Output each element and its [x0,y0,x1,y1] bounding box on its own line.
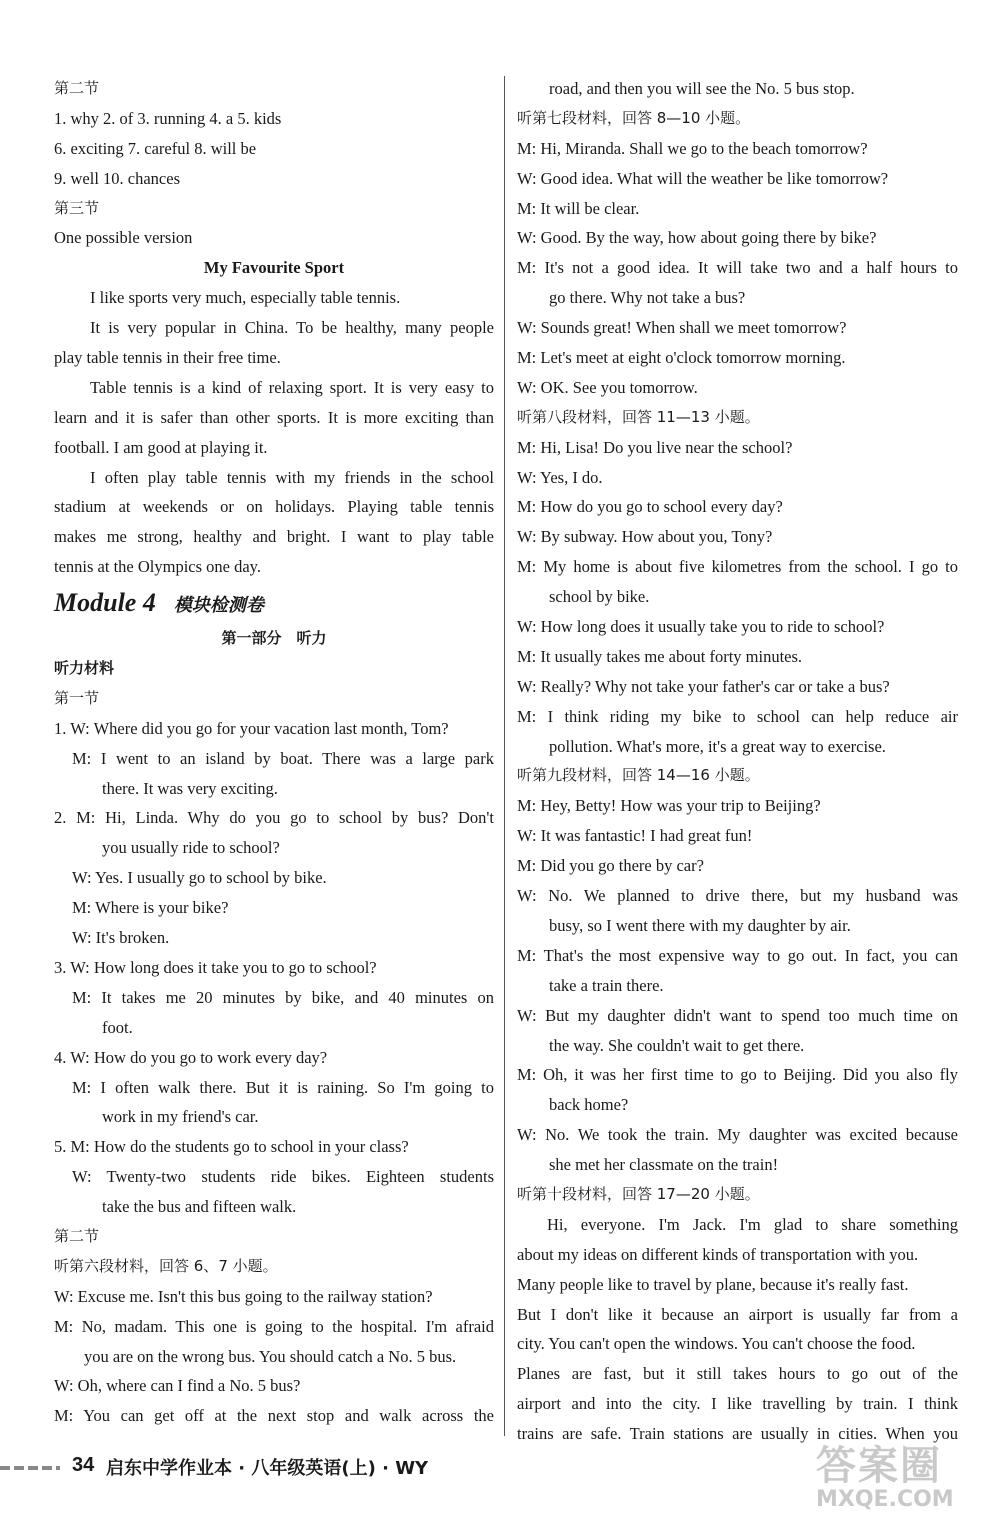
passage-line: Hi, everyone. I'm Jack. I'm glad to share something [547,1214,958,1234]
dialogue-line: school by bike. [549,587,650,607]
footer-decoration [0,1466,60,1470]
section-header: 第二节 [54,1226,100,1245]
column-divider [504,76,505,1436]
dialogue-line: W: It was fantastic! I had great fun! [517,826,753,846]
essay-line: stadium at weekends or on holidays. Playing table tennis [54,497,494,517]
passage-line: Many people like to travel by plane, because it's really fast. [517,1274,909,1294]
dialogue-line: W: No. We planned to drive there, but my husband was [517,886,958,906]
dialogue-line: M: I went to an island by boat. There was a large park [72,748,494,768]
dialogue-line: pollution. What's more, it's a great way to exercise. [549,736,886,756]
answer-line: 6. exciting 7. careful 8. will be [54,138,257,158]
passage-line: city. You can't open the windows. You can't choose the food. [517,1334,916,1354]
dialogue-line: take a train there. [549,975,664,995]
section-header: 第一节 [54,688,100,707]
dialogue-line: M: My home is about five kilometres from the school. I go to [517,557,958,577]
dialogue-line: M: It usually takes me about forty minutes. [517,646,803,666]
essay-line: tennis at the Olympics one day. [54,557,261,577]
dialogue-line: M: It will be clear. [517,198,640,218]
essay-line: football. I am good at playing it. [54,437,268,457]
dialogue-line: W: But my daughter didn't want to spend too much time on [517,1005,958,1025]
material-header: 听第八段材料，回答 11—13 小题。 [517,407,760,426]
dialogue-line: 3. W: How long does it take you to go to school? [54,957,377,977]
book-title: 启东中学作业本 · 八年级英语(上) · WY [106,1458,429,1479]
dialogue-line: W: Good idea. What will the weather be like tomorrow? [517,168,889,188]
passage-line: trains are safe. Train stations are usually in cities. When you [517,1424,958,1444]
dialogue-line: W: By subway. How about you, Tony? [517,527,773,547]
dialogue-line: W: Really? Why not take your father's car or take a bus? [517,676,890,696]
dialogue-line: W: How long does it usually take you to ride to school? [517,617,885,637]
dialogue-line: W: Excuse me. Isn't this bus going to the railway station? [54,1286,433,1306]
version-label: One possible version [54,228,193,248]
page-number: 34 [72,1454,95,1476]
passage-line: Planes are fast, but it still takes hours to go out of the [517,1364,958,1384]
essay-title: My Favourite Sport [203,258,345,278]
dialogue-line: W: No. We took the train. My daughter was excited because [517,1125,958,1145]
dialogue-line: M: I often walk there. But it is raining. So I'm going to [72,1077,494,1097]
passage-line: about my ideas on different kinds of transportation with you. [517,1244,919,1264]
dialogue-line: you are on the wrong bus. You should catch a No. 5 bus. [84,1346,457,1366]
material-header: 听第九段材料，回答 14—16 小题。 [517,766,760,785]
watermark-logo [816,1434,966,1522]
right-column [517,74,958,1449]
material-header: 听第六段材料，回答 6、7 小题。 [54,1256,278,1275]
dialogue-line: W: Good. By the way, how about going there by bike? [517,228,877,248]
dialogue-line: W: It's broken. [72,928,170,948]
dialogue-line: 1. W: Where did you go for your vacation last month, Tom? [54,718,449,738]
dialogue-line: you usually ride to school? [102,838,280,858]
dialogue-line: M: Oh, it was her first time to go to Beijing. Did you also fly [517,1065,958,1085]
left-column [54,74,494,1431]
material-heading: 听力材料 [54,659,115,678]
essay-line: play table tennis in their free time. [54,348,281,368]
dialogue-line: she met her classmate on the train! [549,1155,779,1175]
part-heading: 第一部分 听力 [221,629,327,648]
watermark-site: MXQE.COM [816,1487,954,1512]
passage-line: airport and into the city. I like travelling by train. I think [517,1394,958,1414]
answer-line: 9. well 10. chances [54,168,180,188]
dialogue-line: W: Yes, I do. [517,467,603,487]
essay-line: makes me strong, healthy and bright. I want to play table [54,527,494,547]
dialogue-line: M: That's the most expensive way to go out. In fact, you can [517,945,958,965]
watermark-main: 答案圈 [816,1443,942,1489]
material-header: 听第十段材料，回答 17—20 小题。 [517,1184,760,1203]
section-header: 第二节 [54,79,100,97]
dialogue-line: W: OK. See you tomorrow. [517,377,698,397]
dialogue-line: W: Twenty-two students ride bikes. Eighteen students [72,1167,494,1187]
section-header: 第三节 [54,198,100,217]
page-footer [0,1444,996,1536]
essay-line: learn and it is safer than other sports. It is more exciting than [54,407,494,427]
dialogue-line: M: How do you go to school every day? [517,497,783,517]
answer-line: 1. why 2. of 3. running 4. a 5. kids [54,108,282,128]
dialogue-line: take the bus and fifteen walk. [102,1197,297,1217]
dialogue-line: 5. M: How do the students go to school in your class? [54,1137,409,1157]
dialogue-line: 2. M: Hi, Linda. Why do you go to school by bus? Don't [54,808,494,828]
dialogue-line: foot. [102,1017,133,1037]
dialogue-line: M: You can get off at the next stop and walk across the [54,1406,494,1426]
dialogue-line: back home? [549,1095,629,1115]
dialogue-line: work in my friend's car. [102,1107,259,1127]
dialogue-line: M: No, madam. This one is going to the hospital. I'm afraid [54,1316,494,1336]
dialogue-line: the way. She couldn't wait to get there. [549,1035,805,1055]
dialogue-line: M: Hi, Lisa! Do you live near the school? [517,437,793,457]
dialogue-line: go there. Why not take a bus? [549,288,746,308]
dialogue-line: M: I think riding my bike to school can help reduce air [517,706,958,726]
dialogue-line: road, and then you will see the No. 5 bus stop. [549,79,855,98]
dialogue-line: M: Where is your bike? [72,898,229,918]
essay-line: Table tennis is a kind of relaxing sport. It is very easy to [90,377,494,397]
dialogue-line: W: Oh, where can I find a No. 5 bus? [54,1376,301,1396]
dialogue-line: busy, so I went there with my daughter by air. [549,915,851,935]
dialogue-line: W: Sounds great! When shall we meet tomorrow? [517,318,847,338]
dialogue-line: M: Hey, Betty! How was your trip to Beijing? [517,796,821,816]
dialogue-line: M: Hi, Miranda. Shall we go to the beach tomorrow? [517,138,868,158]
dialogue-line: 4. W: How do you go to work every day? [54,1047,328,1067]
module-subtitle: 模块检测卷 [173,595,264,617]
module-heading [54,582,494,624]
dialogue-line: M: Let's meet at eight o'clock tomorrow morning. [517,348,846,368]
material-header: 听第七段材料，回答 8—10 小题。 [517,108,751,127]
module-title: Module 4 [54,588,156,618]
dialogue-line: M: Did you go there by car? [517,856,704,876]
dialogue-line: M: It's not a good idea. It will take two and a half hours to [517,258,958,278]
dialogue-line: M: It takes me 20 minutes by bike, and 40 minutes on [72,987,494,1007]
essay-line: I often play table tennis with my friends in the school [90,467,494,487]
dialogue-line: W: Yes. I usually go to school by bike. [72,868,327,888]
essay-line: I like sports very much, especially table tennis. [90,288,401,308]
dialogue-line: there. It was very exciting. [102,778,278,798]
passage-line: But I don't like it because an airport is usually far from a [517,1304,958,1324]
essay-line: It is very popular in China. To be healthy, many people [90,318,494,338]
